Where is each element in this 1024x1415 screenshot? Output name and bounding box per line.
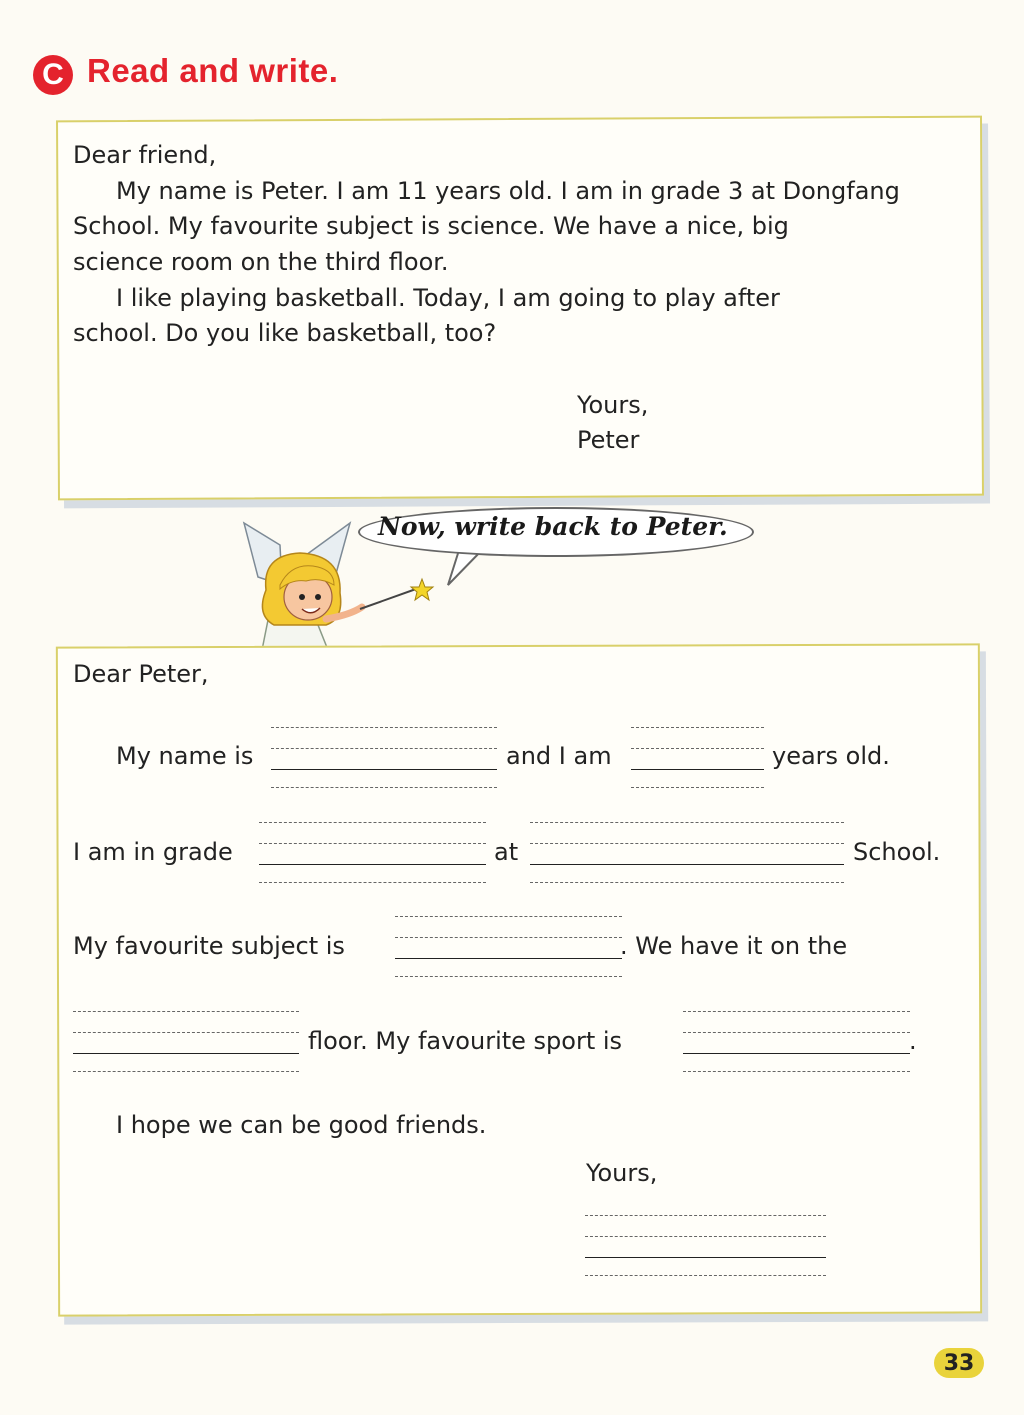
reply-hope-line: I hope we can be good friends.: [116, 1111, 487, 1139]
letter-closing: Yours,: [577, 391, 649, 419]
section-badge: C: [33, 55, 73, 95]
floor-blank[interactable]: [73, 1011, 299, 1073]
signature-blank[interactable]: [585, 1215, 826, 1277]
section-title: Read and write.: [87, 52, 339, 89]
letter-greeting: Dear friend,: [73, 141, 217, 169]
reply-text-school-suffix: School.: [853, 838, 941, 866]
reply-closing: Yours,: [586, 1159, 658, 1187]
school-input[interactable]: [530, 834, 848, 866]
name-input[interactable]: [271, 739, 501, 771]
floor-input[interactable]: [73, 1023, 303, 1055]
reply-text-sport-suffix: .: [909, 1027, 917, 1055]
reply-text-grade-middle: at: [494, 838, 519, 866]
name-blank[interactable]: [271, 727, 497, 789]
reply-text-subject-suffix: . We have it on the: [620, 932, 848, 960]
letter-line: school. Do you like basketball, too?: [73, 319, 497, 347]
reply-text-subject-prefix: My favourite subject is: [73, 932, 345, 960]
age-input[interactable]: [631, 739, 768, 771]
reply-greeting: Dear Peter,: [73, 660, 209, 688]
school-blank[interactable]: [530, 822, 844, 884]
letter-signature: Peter: [577, 426, 640, 454]
grade-input[interactable]: [259, 834, 490, 866]
letter-line: science room on the third floor.: [73, 248, 449, 276]
reply-text-floor-middle: floor. My favourite sport is: [308, 1027, 623, 1055]
subject-input[interactable]: [395, 928, 626, 960]
sport-blank[interactable]: [683, 1011, 910, 1073]
letter-line: I like playing basketball. Today, I am going to play after: [116, 284, 780, 312]
letter-line: School. My favourite subject is science. We have a nice, big: [73, 212, 789, 240]
page-number: 33: [934, 1348, 984, 1378]
letter-line: My name is Peter. I am 11 years old. I am in grade 3 at Dongfang: [116, 177, 900, 205]
subject-blank[interactable]: [395, 916, 622, 978]
reply-text-name-prefix: My name is: [116, 742, 254, 770]
reply-text-name-middle: and I am: [506, 742, 612, 770]
age-blank[interactable]: [631, 727, 764, 789]
signature-input[interactable]: [585, 1227, 830, 1259]
grade-blank[interactable]: [259, 822, 486, 884]
reply-text-age-suffix: years old.: [772, 742, 890, 770]
speech-bubble-text: Now, write back to Peter.: [378, 512, 728, 541]
sport-input[interactable]: [683, 1023, 914, 1055]
reply-text-grade-prefix: I am in grade: [73, 838, 233, 866]
